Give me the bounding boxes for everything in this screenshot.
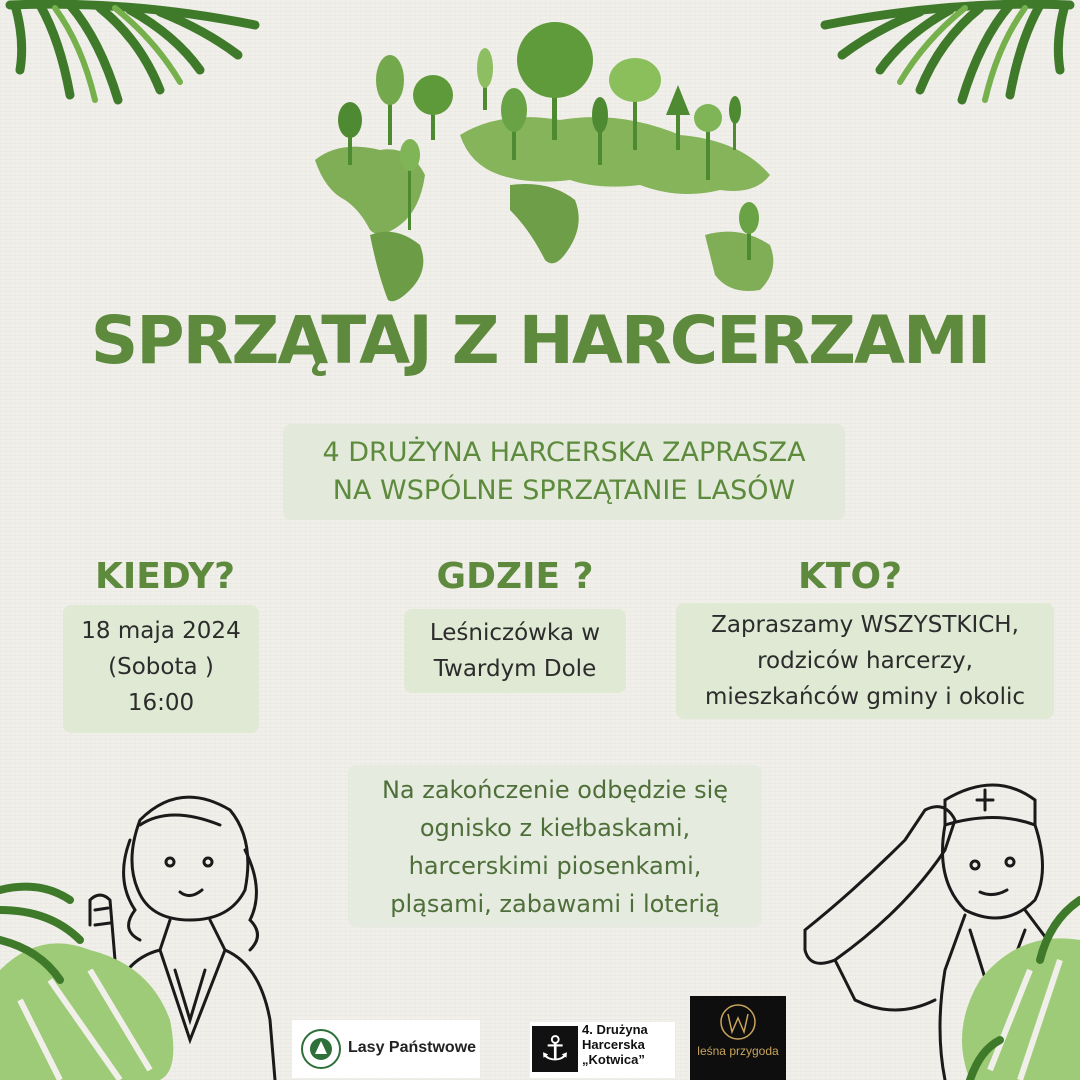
where-heading: GDZIE ?	[436, 556, 594, 597]
palm-leaf-top-right-icon	[820, 0, 1080, 110]
who-line-2: rodziców harcerzy,	[757, 648, 973, 674]
green-globe-trees-icon	[300, 10, 800, 310]
closing-line-1: Na zakończenie odbędzie się	[381, 776, 729, 804]
where-box	[404, 609, 626, 693]
who-box	[676, 603, 1054, 719]
who-heading: KTO?	[798, 556, 902, 597]
monstera-leaf-bottom-right-icon	[880, 880, 1080, 1080]
druzyna-line-3: „Kotwica”	[582, 1052, 645, 1067]
lesna-przygoda-emblem-icon	[718, 1002, 758, 1042]
subtitle-line-2: NA WSPÓLNE SPRZĄTANIE LASÓW	[332, 475, 796, 506]
druzyna-line-2: Harcerska	[582, 1037, 645, 1052]
closing-box	[348, 765, 762, 927]
lasy-panstwowe-emblem-icon	[300, 1028, 342, 1070]
lasy-panstwowe-label: Lasy Państwowe	[348, 1039, 477, 1056]
subtitle-box	[283, 424, 845, 520]
palm-leaf-top-left-icon	[0, 0, 260, 110]
who-line-3: mieszkańców gminy i okolic	[704, 684, 1026, 710]
druzyna-kotwica-logo	[530, 1022, 675, 1078]
page-title: SPRZĄTAJ Z HARCERZAMI	[90, 302, 990, 379]
who-line-1: Zapraszamy WSZYSTKICH,	[711, 612, 1019, 638]
lesna-przygoda-logo	[690, 996, 786, 1080]
when-time: 16:00	[127, 690, 195, 716]
lasy-panstwowe-logo	[292, 1020, 480, 1078]
when-date: 18 maja 2024	[81, 618, 241, 644]
where-line-1: Leśniczówka w	[429, 620, 601, 646]
lesna-przygoda-label: leśna przygoda	[697, 1044, 779, 1058]
closing-line-2: ognisko z kiełbaskami,	[419, 814, 691, 842]
where-line-2: Twardym Dole	[433, 656, 597, 682]
subtitle-line-1: 4 DRUŻYNA HARCERSKA ZAPRASZA	[322, 437, 806, 468]
druzyna-line-1: 4. Drużyna	[582, 1022, 648, 1037]
when-day: (Sobota )	[108, 654, 214, 680]
closing-line-3: harcerskimi piosenkami,	[408, 852, 702, 880]
anchor-icon: ⚓	[532, 1026, 578, 1072]
when-heading: KIEDY?	[94, 556, 236, 597]
when-box	[63, 605, 259, 733]
closing-line-4: pląsami, zabawami i loterią	[390, 890, 720, 918]
monstera-leaf-bottom-left-icon	[0, 870, 280, 1080]
